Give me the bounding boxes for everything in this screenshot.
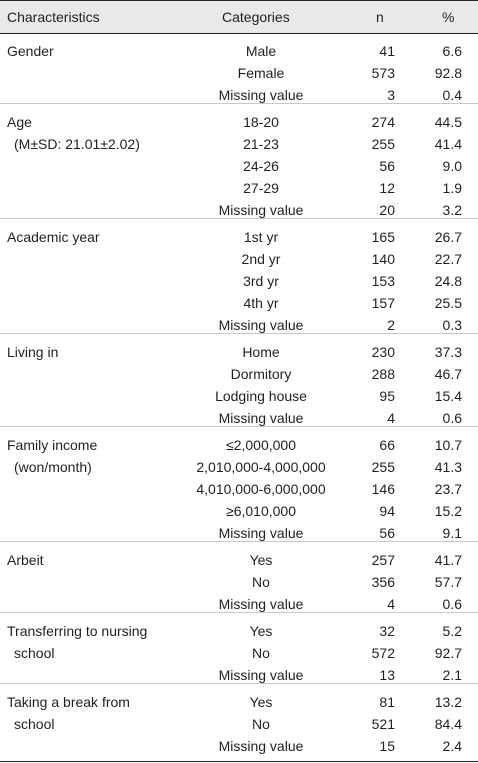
group-separator xyxy=(0,218,478,219)
category-cell: 2,010,000-4,000,000 xyxy=(196,459,326,475)
percent-cell: 25.5 xyxy=(434,295,462,311)
percent-cell: 0.6 xyxy=(442,410,462,426)
percent-cell: 15.4 xyxy=(434,388,462,404)
category-cell: 1st yr xyxy=(243,229,279,245)
count-cell: 140 xyxy=(371,251,395,267)
group-separator xyxy=(0,541,478,542)
count-cell: 66 xyxy=(379,437,395,453)
count-cell: 56 xyxy=(379,525,395,541)
percent-cell: 41.4 xyxy=(434,136,462,152)
count-cell: 521 xyxy=(371,716,395,732)
percent-cell: 41.7 xyxy=(434,552,462,568)
characteristic-label: Academic year xyxy=(7,229,100,245)
count-cell: 56 xyxy=(379,158,395,174)
category-cell: Missing value xyxy=(218,202,304,218)
percent-cell: 44.5 xyxy=(434,114,462,130)
count-cell: 257 xyxy=(371,552,395,568)
percent-cell: 37.3 xyxy=(434,344,462,360)
count-cell: 255 xyxy=(371,459,395,475)
percent-cell: 41.3 xyxy=(434,459,462,475)
percent-cell: 92.8 xyxy=(434,65,462,81)
header-characteristics: Characteristics xyxy=(7,9,100,25)
count-cell: 41 xyxy=(379,43,395,59)
count-cell: 2 xyxy=(387,317,395,333)
percent-cell: 2.1 xyxy=(442,667,462,683)
percent-cell: 46.7 xyxy=(434,366,462,382)
characteristic-label: Arbeit xyxy=(7,552,44,568)
count-cell: 81 xyxy=(379,694,395,710)
characteristic-label: (M±SD: 21.01±2.02) xyxy=(14,136,140,152)
count-cell: 4 xyxy=(387,410,395,426)
group-separator xyxy=(0,333,478,334)
percent-cell: 0.4 xyxy=(442,87,462,103)
percent-cell: 2.4 xyxy=(442,738,462,754)
category-cell: Missing value xyxy=(218,738,304,754)
characteristic-label: school xyxy=(14,716,55,732)
percent-cell: 92.7 xyxy=(434,645,462,661)
category-cell: Missing value xyxy=(218,667,304,683)
category-cell: No xyxy=(252,574,270,590)
group-separator xyxy=(0,683,478,684)
category-cell: No xyxy=(252,645,270,661)
category-cell: 18-20 xyxy=(243,114,279,130)
percent-cell: 26.7 xyxy=(434,229,462,245)
category-cell: 27-29 xyxy=(243,180,279,196)
count-cell: 288 xyxy=(371,366,395,382)
group-separator xyxy=(0,103,478,104)
characteristic-label: Gender xyxy=(7,43,54,59)
characteristic-label: Living in xyxy=(7,344,59,360)
percent-cell: 0.3 xyxy=(442,317,462,333)
header-n: n xyxy=(376,9,384,25)
category-cell: Yes xyxy=(249,552,273,568)
header-percent: % xyxy=(442,9,455,25)
percent-cell: 6.6 xyxy=(442,43,462,59)
characteristic-label: Transferring to nursing xyxy=(7,623,148,639)
count-cell: 572 xyxy=(371,645,395,661)
count-cell: 95 xyxy=(379,388,395,404)
count-cell: 94 xyxy=(379,503,395,519)
category-cell: Home xyxy=(242,344,280,360)
category-cell: Missing value xyxy=(218,596,304,612)
category-cell: Lodging house xyxy=(215,388,307,404)
percent-cell: 15.2 xyxy=(434,503,462,519)
percent-cell: 23.7 xyxy=(434,481,462,497)
category-cell: Missing value xyxy=(218,317,304,333)
characteristic-label: Age xyxy=(7,114,32,130)
group-separator xyxy=(0,612,478,613)
category-cell: 24-26 xyxy=(243,158,279,174)
count-cell: 13 xyxy=(379,667,395,683)
category-cell: Yes xyxy=(249,694,273,710)
category-cell: ≥6,010,000 xyxy=(226,503,296,519)
percent-cell: 0.6 xyxy=(442,596,462,612)
table-bottom-rule xyxy=(0,761,478,762)
category-cell: ≤2,000,000 xyxy=(226,437,296,453)
count-cell: 146 xyxy=(371,481,395,497)
header-categories: Categories xyxy=(222,9,290,25)
category-cell: Female xyxy=(237,65,285,81)
characteristic-label: (won/month) xyxy=(14,459,92,475)
count-cell: 255 xyxy=(371,136,395,152)
percent-cell: 5.2 xyxy=(442,623,462,639)
category-cell: 3rd yr xyxy=(243,273,279,289)
percent-cell: 13.2 xyxy=(434,694,462,710)
category-cell: No xyxy=(252,716,270,732)
percent-cell: 9.0 xyxy=(442,158,462,174)
count-cell: 274 xyxy=(371,114,395,130)
category-cell: Missing value xyxy=(218,525,304,541)
percent-cell: 22.7 xyxy=(434,251,462,267)
characteristic-label: Taking a break from xyxy=(7,694,130,710)
percent-cell: 57.7 xyxy=(434,574,462,590)
count-cell: 573 xyxy=(371,65,395,81)
percent-cell: 1.9 xyxy=(442,180,462,196)
percent-cell: 9.1 xyxy=(442,525,462,541)
characteristic-label: Family income xyxy=(7,437,98,453)
category-cell: 21-23 xyxy=(243,136,279,152)
category-cell: Missing value xyxy=(218,87,304,103)
percent-cell: 3.2 xyxy=(442,202,462,218)
count-cell: 3 xyxy=(387,87,395,103)
count-cell: 20 xyxy=(379,202,395,218)
percent-cell: 84.4 xyxy=(434,716,462,732)
category-cell: Dormitory xyxy=(230,366,292,382)
characteristic-label: school xyxy=(14,645,55,661)
count-cell: 165 xyxy=(371,229,395,245)
count-cell: 157 xyxy=(371,295,395,311)
category-cell: Missing value xyxy=(218,410,304,426)
category-cell: Yes xyxy=(249,623,273,639)
table-header xyxy=(0,0,478,34)
count-cell: 12 xyxy=(379,180,395,196)
count-cell: 230 xyxy=(371,344,395,360)
count-cell: 4 xyxy=(387,596,395,612)
category-cell: 4th yr xyxy=(243,295,279,311)
category-cell: Male xyxy=(245,43,277,59)
count-cell: 356 xyxy=(371,574,395,590)
percent-cell: 24.8 xyxy=(434,273,462,289)
group-separator xyxy=(0,426,478,427)
count-cell: 32 xyxy=(379,623,395,639)
category-cell: 4,010,000-6,000,000 xyxy=(196,481,326,497)
count-cell: 153 xyxy=(371,273,395,289)
category-cell: 2nd yr xyxy=(241,251,281,267)
percent-cell: 10.7 xyxy=(434,437,462,453)
count-cell: 15 xyxy=(379,738,395,754)
